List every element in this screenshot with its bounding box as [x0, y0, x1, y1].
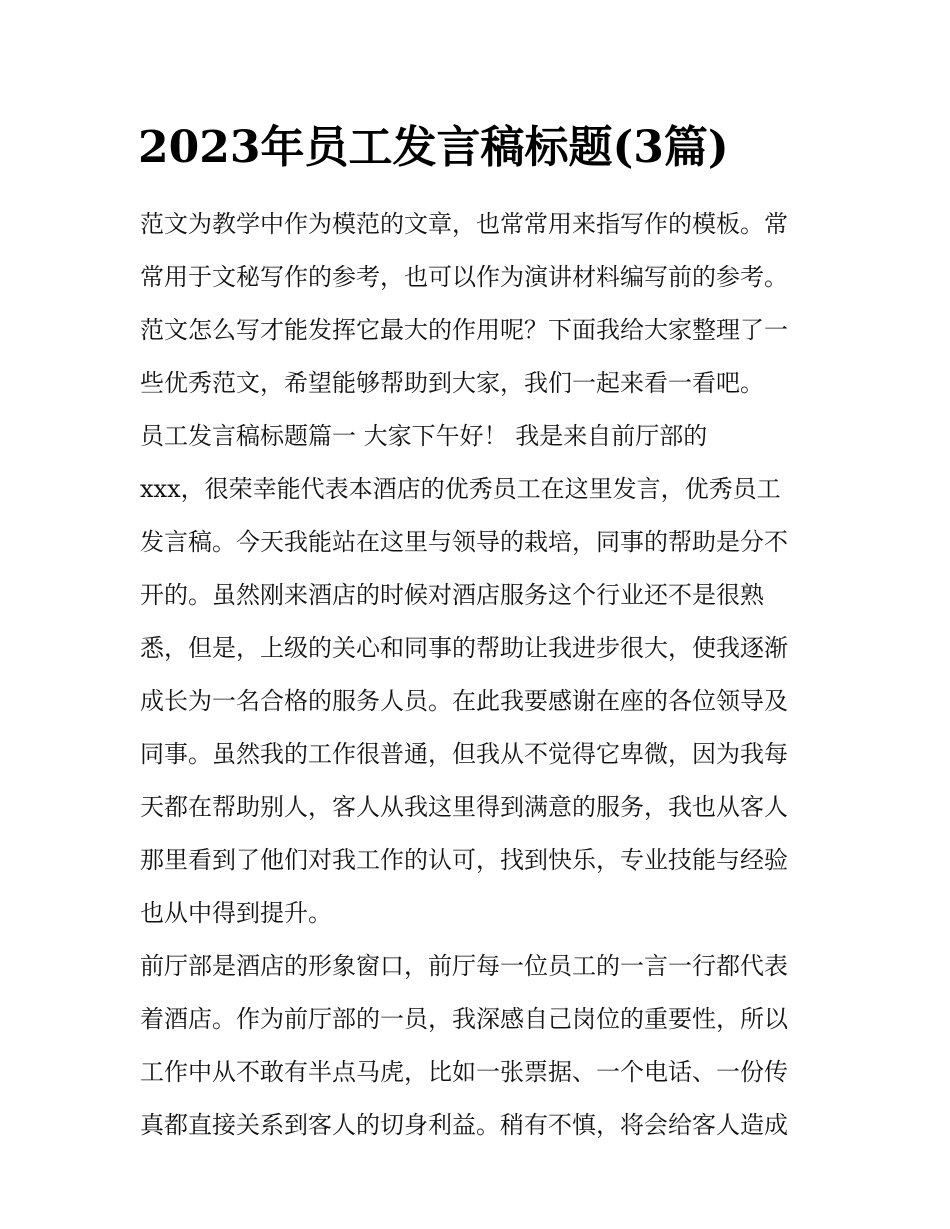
body-line: 悉，但是，上级的关心和同事的帮助让我进步很大，使我逐渐 [140, 634, 788, 662]
body-line: xxx，很荣幸能代表本酒店的优秀员工在这里发言，优秀员工 [140, 475, 781, 503]
document-body [140, 198, 816, 1152]
body-line: 范文怎么写才能发挥它最大的作用呢？下面我给大家整理了一 [140, 316, 788, 344]
document-title: 2023年员工发言稿标题(3篇) [138, 122, 729, 173]
body-line: 天都在帮助别人，客人从我这里得到满意的服务，我也从客人 [140, 793, 788, 821]
body-line: 也从中得到提升。 [140, 899, 332, 927]
body-line: 些优秀范文，希望能够帮助到大家，我们一起来看一看吧。 [140, 369, 764, 397]
body-line: 员工发言稿标题篇一 大家下午好！ 我是来自前厅部的 [140, 422, 708, 450]
body-line: 那里看到了他们对我工作的认可，找到快乐，专业技能与经验 [140, 846, 788, 874]
body-line: 成长为一名合格的服务人员。在此我要感谢在座的各位领导及 [140, 687, 788, 715]
body-line: 真都直接关系到客人的切身利益。稍有不慎，将会给客人造成 [140, 1111, 788, 1139]
body-line: 常用于文秘写作的参考，也可以作为演讲材料编写前的参考。 [140, 263, 788, 291]
body-line: 着酒店。作为前厅部的一员，我深感自己岗位的重要性，所以 [140, 1005, 788, 1033]
body-line: 发言稿。今天我能站在这里与领导的栽培，同事的帮助是分不 [140, 528, 788, 556]
body-line: 同事。虽然我的工作很普通，但我从不觉得它卑微，因为我每 [140, 740, 788, 768]
body-line: 范文为教学中作为模范的文章，也常常用来指写作的模板。常 [140, 210, 788, 238]
body-line: 工作中从不敢有半点马虎，比如一张票据、一个电话、一份传 [140, 1058, 788, 1086]
body-line: 前厅部是酒店的形象窗口，前厅每一位员工的一言一行都代表 [140, 952, 788, 980]
body-line: 开的。虽然刚来酒店的时候对酒店服务这个行业还不是很熟 [140, 581, 764, 609]
